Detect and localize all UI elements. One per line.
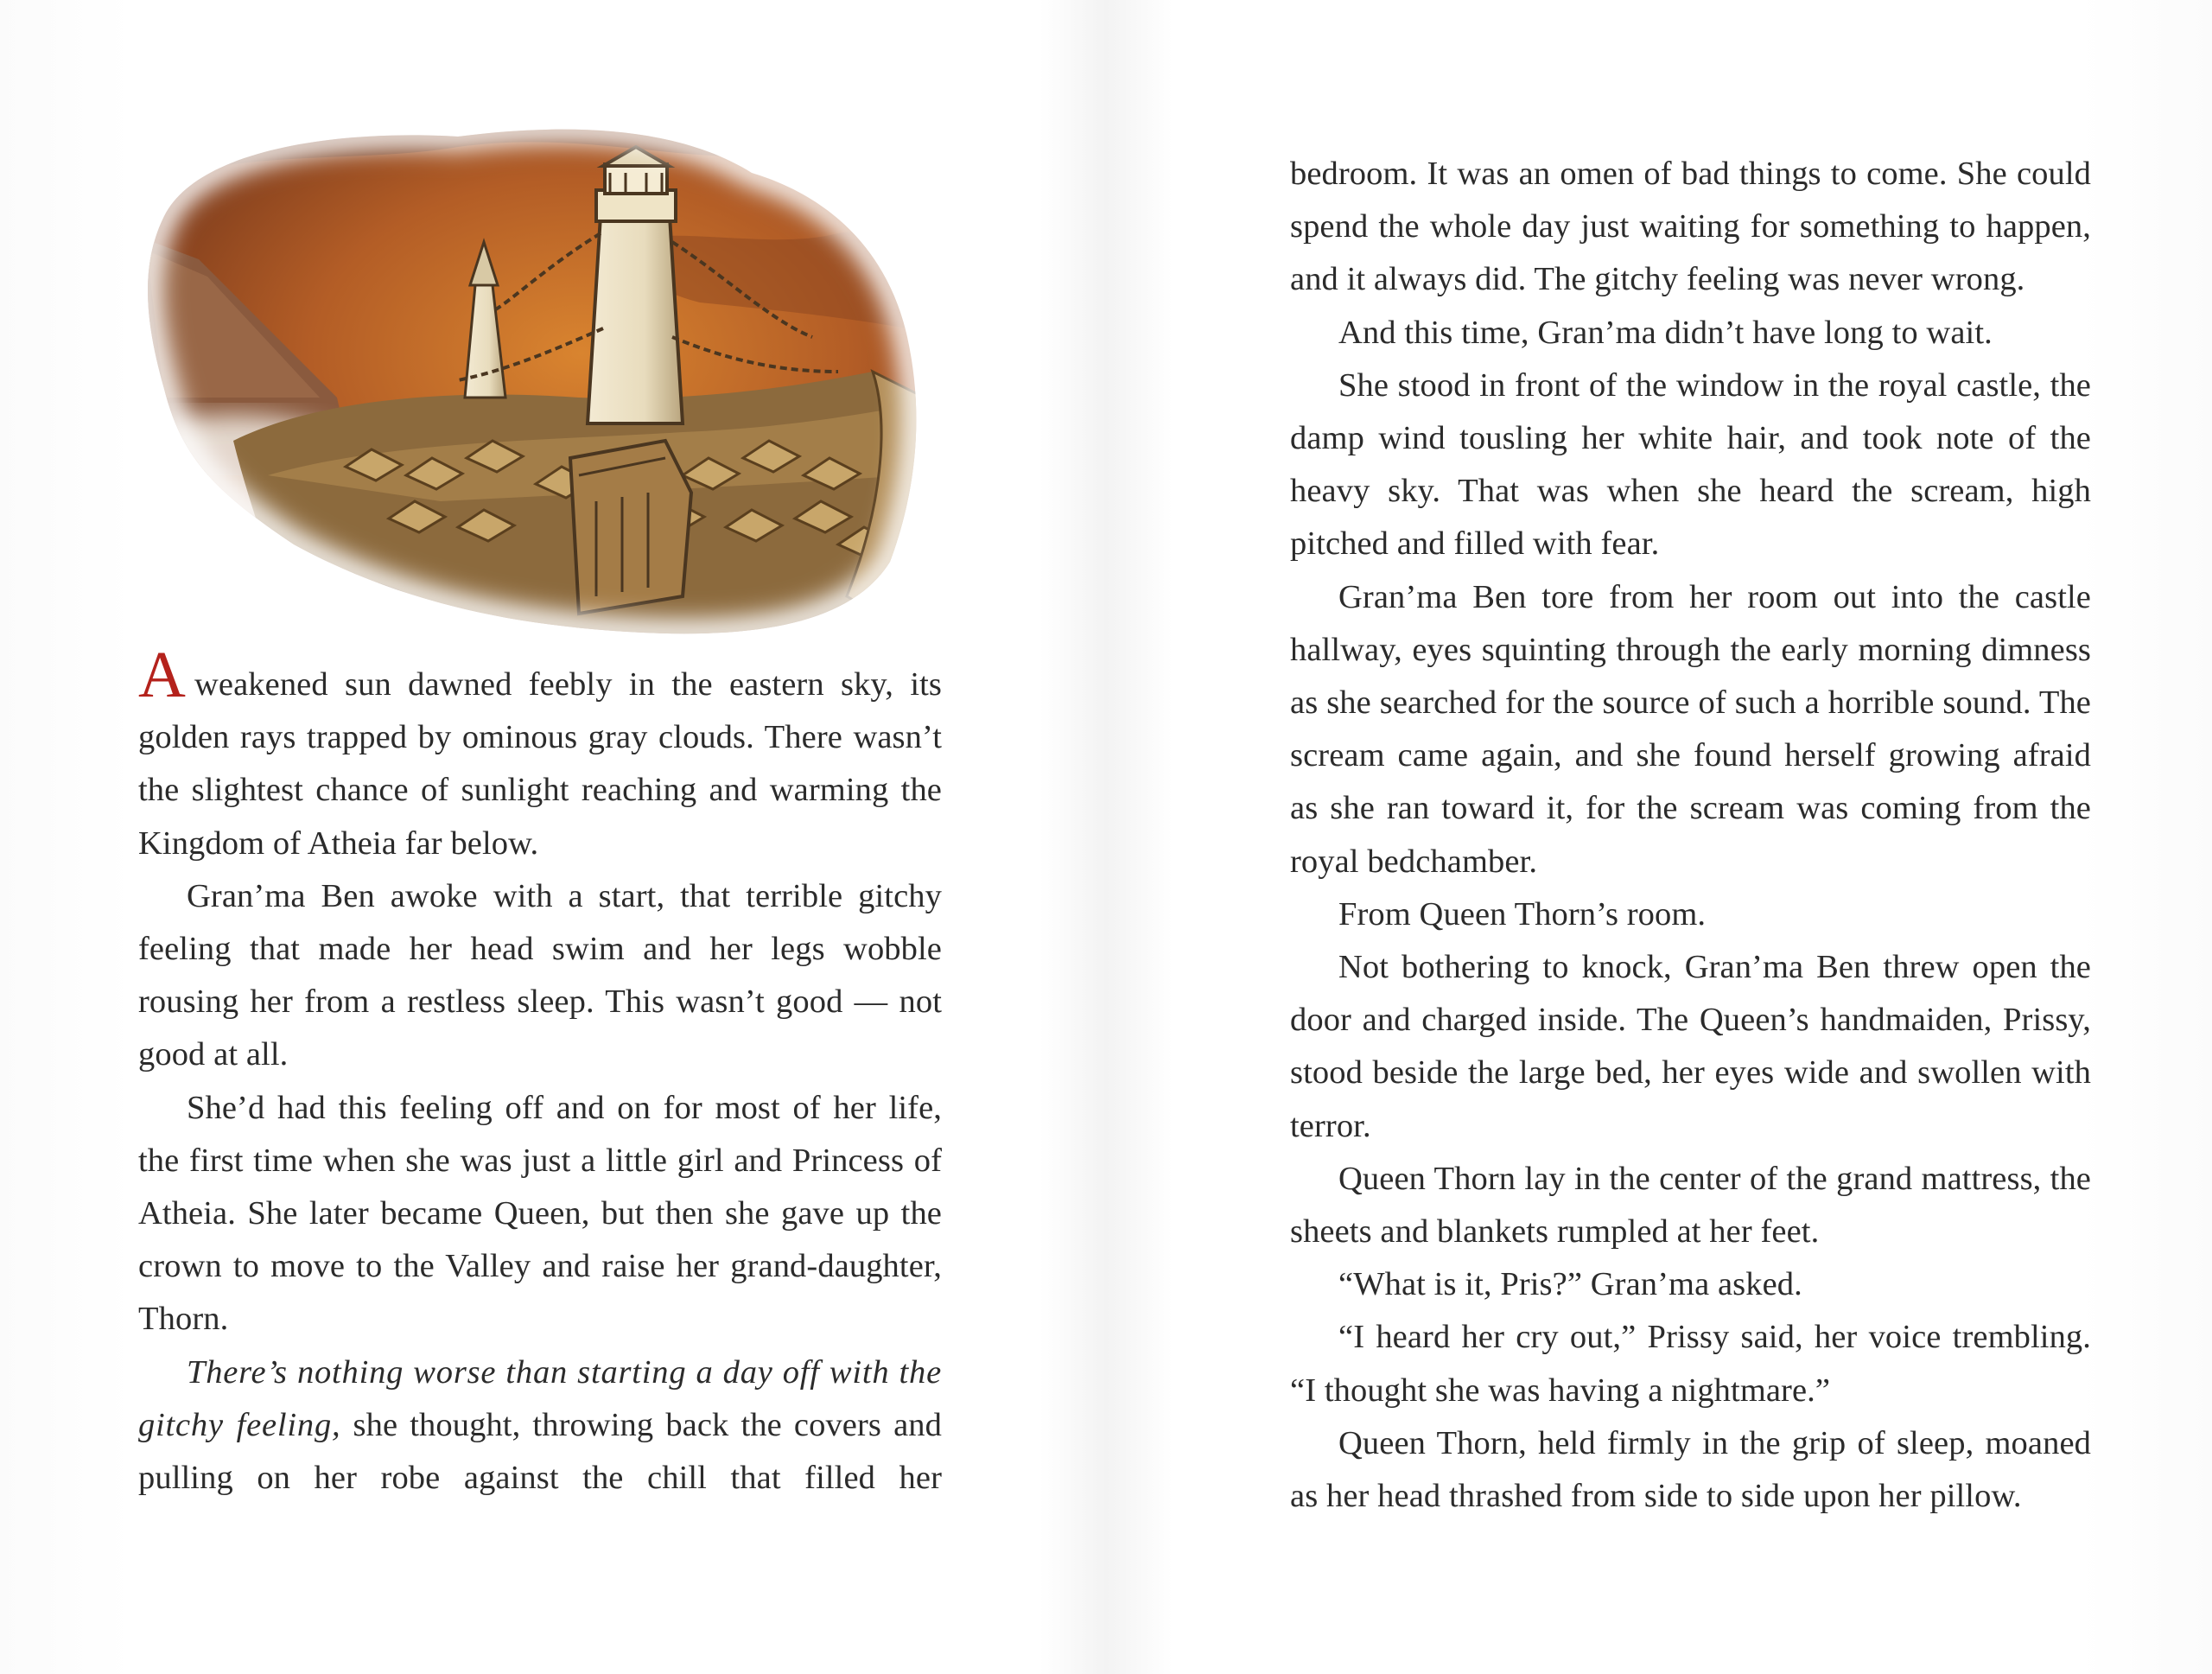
opening-paragraph (138, 639, 942, 870)
paragraph-text: she thought, throwing back the covers and pulling on her robe against the chill that filled her (138, 1406, 942, 1497)
paragraph-text: weakened sun dawned feebly in the eastern sky, its golden rays trapped by ominous gray clouds. There wasn’t the slightest chance of sunlight reaching and warming the Kingdom of Atheia far below. (138, 666, 942, 862)
kingdom-illustration (130, 112, 950, 648)
paragraph: She stood in front of the window in the royal castle, the damp wind tousling her white hair, and took note of the heavy sky. That was when she heard the scream, high pitched and filled with fear. (1290, 366, 2091, 563)
left-page-text (138, 639, 942, 1505)
right-page (1106, 0, 2212, 1674)
paragraph: Queen Thorn, held firmly in the grip of sleep, moaned as her head thrashed from side to side upon her pillow. (1290, 1424, 2091, 1515)
right-page-text (1290, 148, 2091, 1523)
paragraph: Not bothering to knock, Gran’ma Ben threw open the door and charged inside. The Queen’s handmaiden, Prissy, stood beside the large bed, her eyes wide and swollen with terror. (1290, 949, 2091, 1144)
paragraph (138, 1346, 942, 1505)
paragraph: bedroom. It was an omen of bad things to come. She could spend the whole day just waiting for something to happen, and it always did. The gitchy feeling was never wrong. (1290, 156, 2091, 298)
paragraph: “I heard her cry out,” Prissy said, her voice trembling. “I thought she was having a nightmare.” (1290, 1319, 2091, 1409)
paragraph: Gran’ma Ben tore from her room out into the castle hallway, eyes squinting through the early morning dimness as she searched for the source of such a horrible sound. The scream came again, and she found herself growing afraid as she ran toward it, for the scream was coming from the royal bedchamber. (1290, 578, 2091, 880)
paragraph: “What is it, Pris?” Gran’ma asked. (1338, 1266, 1802, 1303)
tower-city-icon (130, 112, 950, 648)
paragraph: And this time, Gran’ma didn’t have long to wait. (1338, 314, 1993, 351)
paragraph: From Queen Thorn’s room. (1338, 895, 1707, 932)
paragraph: Gran’ma Ben awoke with a start, that terrible gitchy feeling that made her head swim and her legs wobble rousing her from a restless sleep. This wasn’t good — not good at all. (138, 877, 942, 1073)
paragraph: She’d had this feeling off and on for most of her life, the first time when she was just a little girl and Princess of Atheia. She later became Queen, but then she gave up the crown to move to the Valley and raise her grand-daughter, Thorn. (138, 1089, 942, 1338)
italic-thought: There’s nothing worse than starting a day off with the gitchy feeling, (138, 1353, 942, 1443)
paragraph: Queen Thorn lay in the center of the grand mattress, the sheets and blankets rumpled at her feet. (1290, 1160, 2091, 1251)
drop-cap: A (138, 639, 186, 711)
